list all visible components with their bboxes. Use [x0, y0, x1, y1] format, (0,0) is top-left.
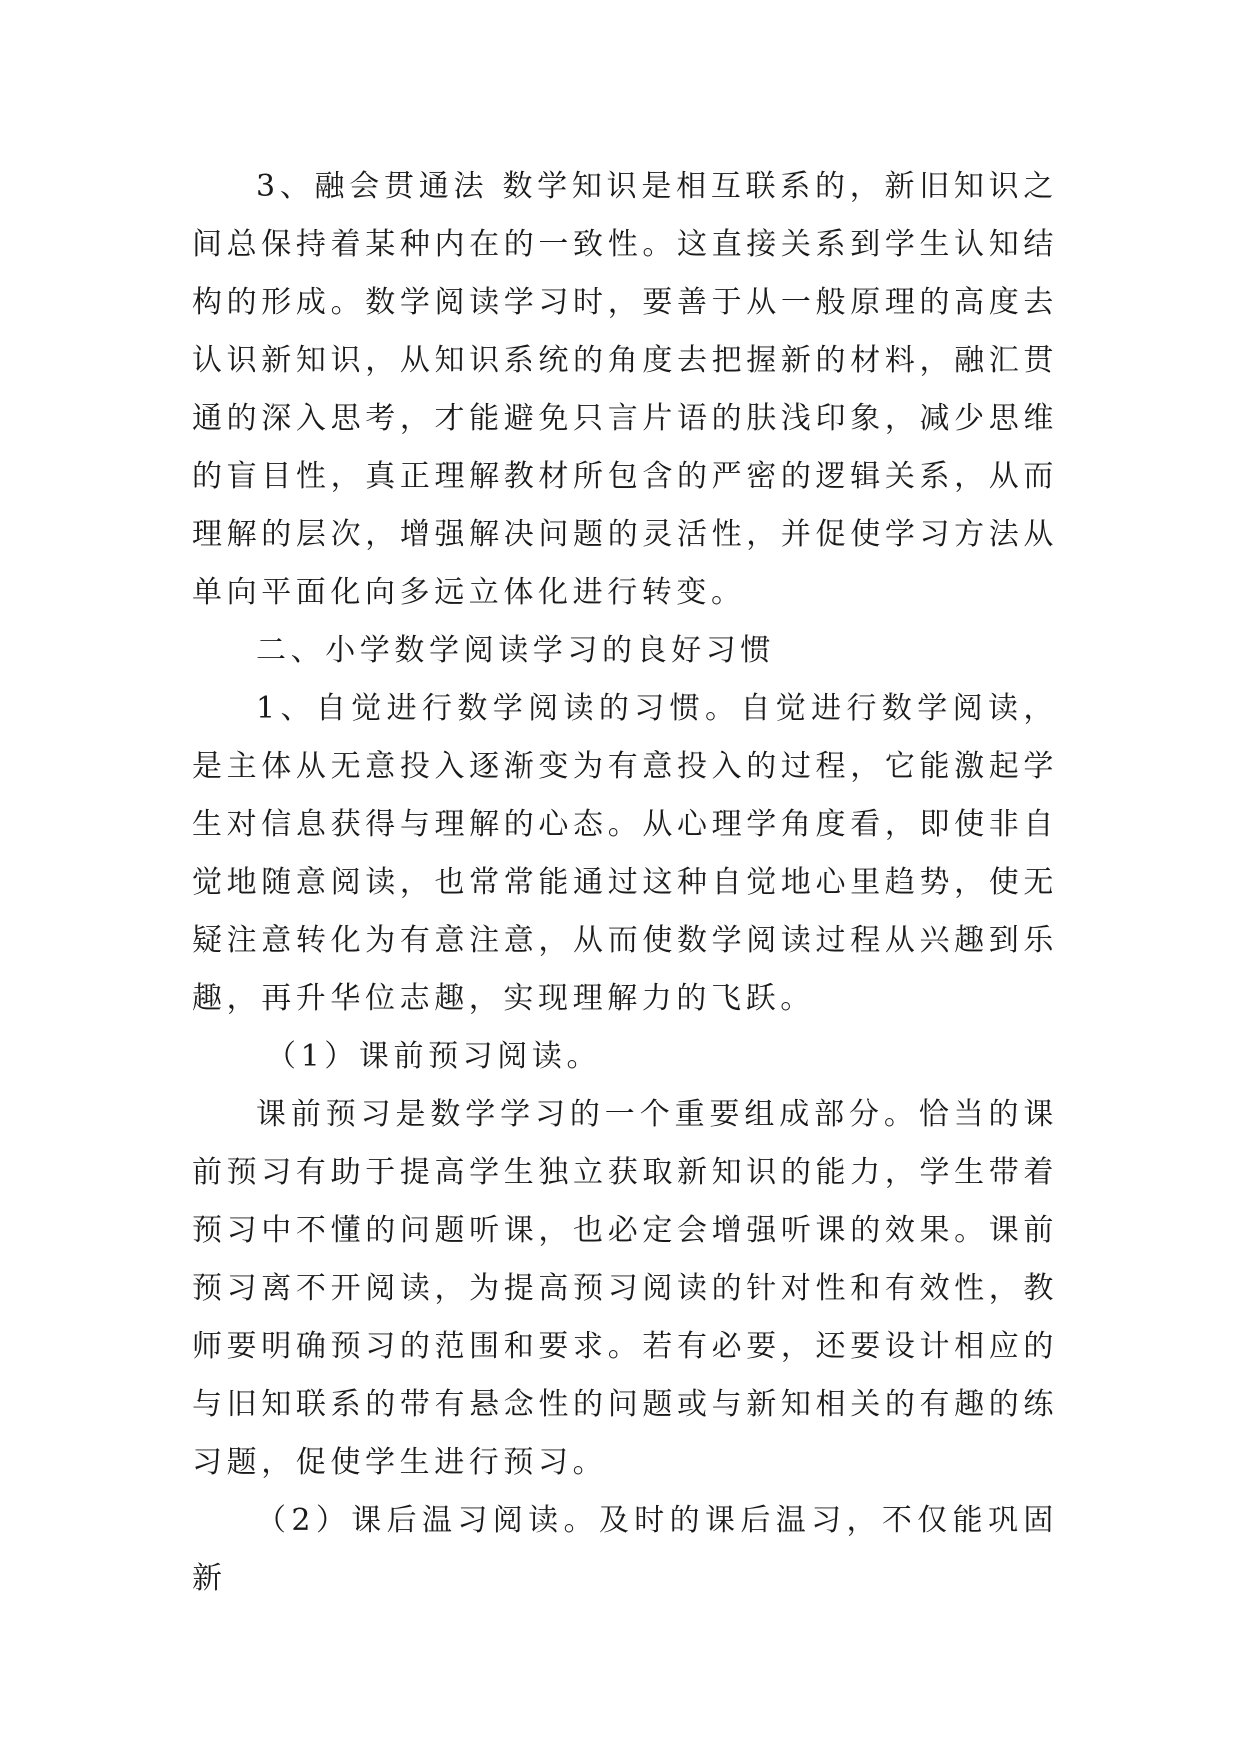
- paragraph-preview-reading: 课前预习是数学学习的一个重要组成部分。恰当的课前预习有助于提高学生独立获取新知识的能力，学生带着预习中不懂的问题听课，也必定会增强听课的效果。课前预习离不开阅读，为提高预习阅读的针对性和有效性，教师要明确预习的范围和要求。若有必要，还要设计相应的与旧知联系的带有悬念性的问题或与新知相关的有趣的练习题，促使学生进行预习。: [192, 1097, 1058, 1480]
- subheading-preview-reading: （1）课前预习阅读。: [266, 1039, 602, 1074]
- section-heading-reading-habits: 二、小学数学阅读学习的良好习惯: [256, 633, 775, 668]
- document-body: [192, 158, 1058, 1608]
- paragraph-review-reading: （2）课后温习阅读。及时的课后温习，不仅能巩固新: [192, 1503, 1058, 1596]
- paragraph-integration-method: 3、融会贯通法 数学知识是相互联系的，新旧知识之间总保持着某种内在的一致性。这直接关系到学生认知结构的形成。数学阅读学习时，要善于从一般原理的高度去认识新知识，从知识系统的角度去把握新的材料，融汇贯通的深入思考，才能避免只言片语的肤浅印象，减少思维的盲目性，真正理解教材所包含的严密的逻辑关系，从而理解的层次，增强解决问题的灵活性，并促使学习方法从单向平面化向多远立体化进行转变。: [192, 169, 1058, 610]
- paragraph-conscious-reading: 1、自觉进行数学阅读的习惯。自觉进行数学阅读，是主体从无意投入逐渐变为有意投入的过程，它能激起学生对信息获得与理解的心态。从心理学角度看，即使非自觉地随意阅读，也常常能通过这种自觉地心里趋势，使无疑注意转化为有意注意，从而使数学阅读过程从兴趣到乐趣，再升华位志趣，实现理解力的飞跃。: [192, 691, 1058, 1016]
